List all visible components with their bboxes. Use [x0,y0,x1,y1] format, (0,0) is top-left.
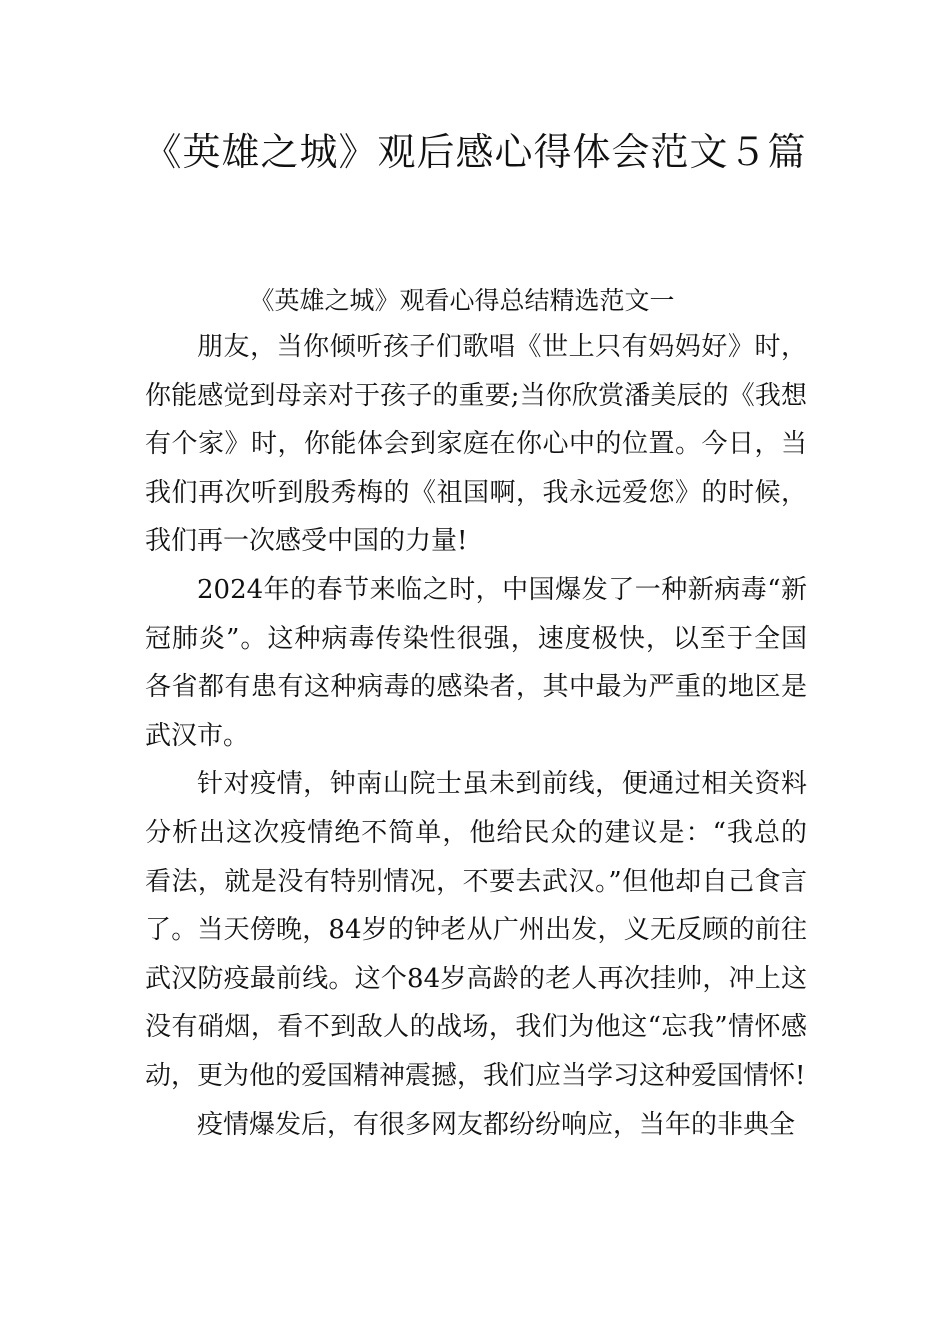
paragraph-1: 朋友，当你倾听孩子们歌唱《世上只有妈妈好》时，你能感觉到母亲对于孩子的重要;当你欣赏潘美辰的《我想有个家》时，你能体会到家庭在你心中的位置。今日，当我们再次听到殷秀梅的《祖国啊，我永远爱您》的时候，我们再一次感受中国的力量! [145,332,807,557]
document-title: 《英雄之城》观后感心得体会范文５篇 [143,130,807,174]
section-subtitle: 《英雄之城》观看心得总结精选范文一 [249,286,675,315]
paragraph-4: 疫情爆发后，有很多网友都纷纷响应，当年的非典全 [197,1109,796,1140]
paragraph-2: 2024年的春节来临之时，中国爆发了一种新病毒“新冠肺炎”。这种病毒传染性很强，速度极快，以至于全国各省都有患有这种病毒的感染者，其中最为严重的地区是武汉市。 [145,574,807,751]
paragraph-3: 针对疫情，钟南山院士虽未到前线，便通过相关资料分析出这次疫情绝不简单，他给民众的建议是：“我总的看法，就是没有特别情况，不要去武汉。”但他却自己食言了。当天傍晚，84岁的钟老从广州出发，义无反顾的前往武汉防疫最前线。这个84岁高龄的老人再次挂帅，冲上这没有硝烟，看不到敌人的战场，我们为他这“忘我”情怀感动，更为他的爱国精神震撼，我们应当学习这种爱国情怀! [145,769,807,1091]
document-body [145,279,807,1149]
